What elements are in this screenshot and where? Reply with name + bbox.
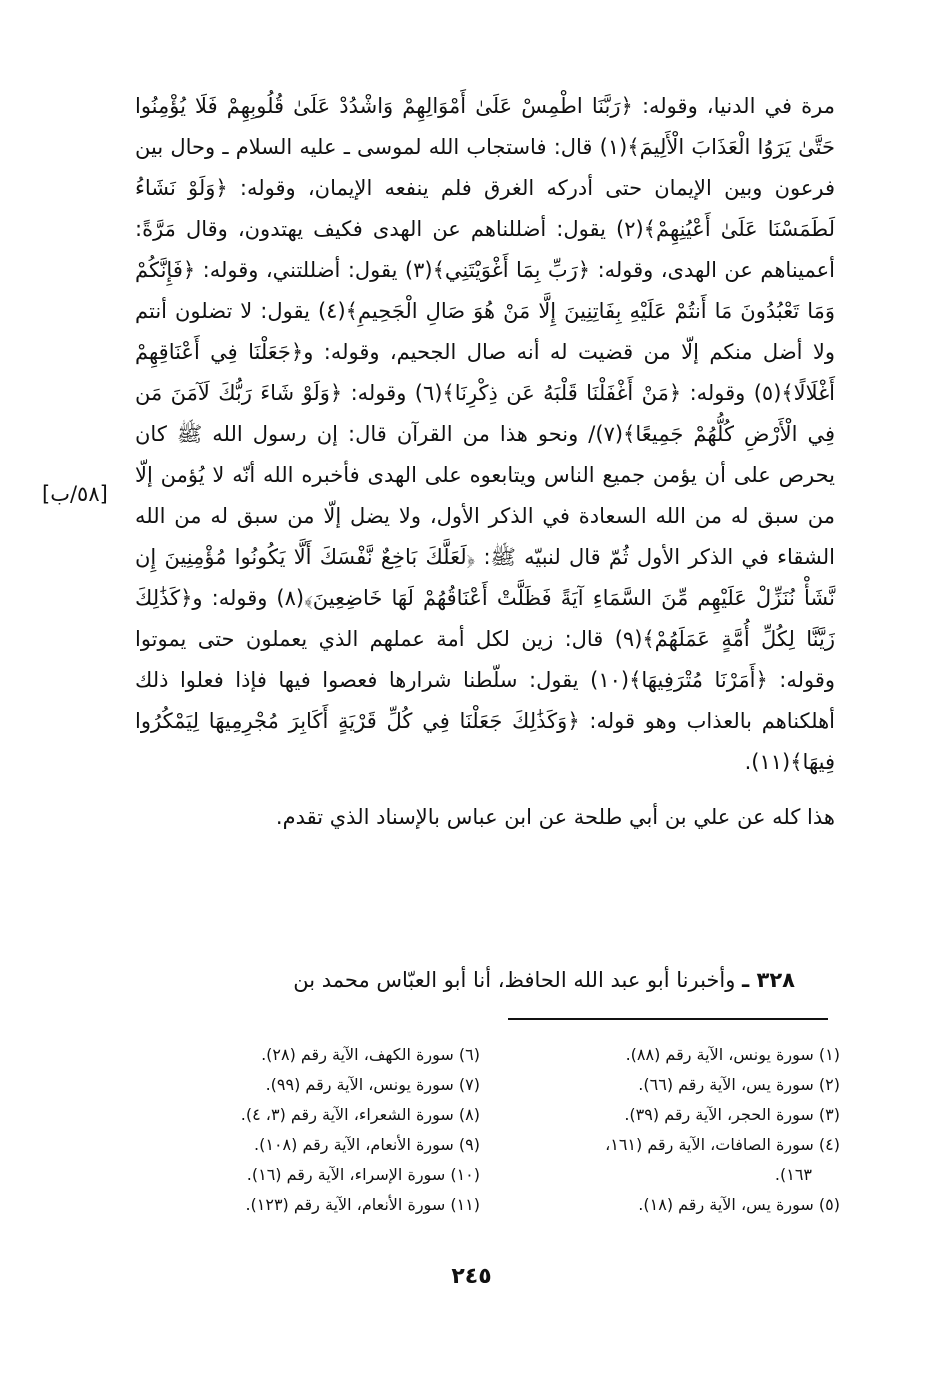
- paragraph: مرة في الدنيا، وقوله: ﴿رَبَّنَا اطْمِسْ عَلَىٰ أَمْوَالِهِمْ وَاشْدُدْ عَلَىٰ قُلُوبِهِمْ فَلَا يُؤْمِنُوا حَتَّىٰ يَرَوُا الْعَذَابَ الْأَلِيمَ﴾(١) قال: فاستجاب الله لموسى ـ عليه السلام ـ وحال بين فرعون وبين الإيمان حتى أدركه الغرق فلم ينفعه الإيمان، وقوله: ﴿وَلَوْ نَشَاءُ لَطَمَسْنَا عَلَىٰ أَعْيُنِهِمْ﴾(٢) يقول: أضللناهم عن الهدى فكيف يهتدون، وقال مَرَّةً: أعميناهم عن الهدى، وقوله: ﴿رَبِّ بِمَا أَغْوَيْتَنِي﴾(٣) يقول: أضللتني، وقوله: ﴿فَإِنَّكُمْ وَمَا تَعْبُدُونَ مَا أَنتُمْ عَلَيْهِ بِفَاتِنِينَ إِلَّا مَنْ هُوَ صَالِ الْجَحِيمِ﴾(٤) يقول: لا تضلون أنتم ولا أضل منكم إلّا من قضيت له أنه صال الجحيم، وقوله: و﴿جَعَلْنَا فِي أَعْنَاقِهِمْ أَغْلَالًا﴾(٥) وقوله: ﴿مَنْ أَغْفَلْنَا قَلْبَهُ عَن ذِكْرِنَا﴾(٦) وقوله: ﴿وَلَوْ شَاءَ رَبُّكَ لَآمَنَ مَن فِي الْأَرْضِ كُلُّهُمْ جَمِيعًا﴾(٧)/ ونحو هذا من القرآن قال: إن رسول الله ﷺ كان يحرص على أن يؤمن جميع الناس ويتابعوه على الهدى فأخبره الله أنّه لا يُؤمن إلّا من سبق له من الله السعادة في الذكر الأول، ولا يضل إلّا من سبق له من الله الشقاء في الذكر الأول ثُمّ قال لنبيّه ﷺ: ﴿لَعَلَّكَ بَاخِعٌ نَّفْسَكَ أَلَّا يَكُونُوا مُؤْمِنِينَ إِن نَّشَأْ نُنَزِّلْ عَلَيْهِم مِّنَ السَّمَاءِ آيَةً فَظَلَّتْ أَعْنَاقُهُمْ لَهَا خَاضِعِينَ﴾(٨) وقوله: و﴿كَذَٰلِكَ زَيَّنَّا لِكُلِّ أُمَّةٍ عَمَلَهُمْ﴾(٩) قال: زين لكل أمة عملهم الذي يعملون حتى يموتوا وقوله: ﴿أَمَرْنَا مُتْرَفِيهَا﴾(١٠) يقول: سلّطنا شرارها فعصوا فيها فإذا فعلوا ذلك أهلكناهم بالعذاب وهو قوله: ﴿وَكَذَٰلِكَ جَعَلْنَا فِي كُلِّ قَرْيَةٍ أَكَابِرَ مُجْرِمِيهَا لِيَمْكُرُوا فِيهَا﴾(١١).: [135, 94, 836, 774]
- footnotes-left-column: [150, 1040, 480, 1220]
- main-text-block: [135, 86, 835, 838]
- footnotes-right-column: [510, 1040, 840, 1220]
- footnote: (٤) سورة الصافات، الآية رقم (١٦١،: [605, 1135, 840, 1154]
- footnote: (٥) سورة يس، الآية رقم (١٨).: [638, 1195, 840, 1214]
- footnote-divider: [508, 1018, 828, 1020]
- footnote: (٧) سورة يونس، الآية رقم (٩٩).: [265, 1075, 480, 1094]
- footnote: (١) سورة يونس، الآية رقم (٨٨).: [625, 1045, 840, 1064]
- footnote: (٨) سورة الشعراء، الآية رقم (٣، ٤).: [240, 1105, 480, 1124]
- page-number: ٢٤٥: [451, 1264, 492, 1289]
- paragraph: هذا كله عن علي بن أبي طلحة عن ابن عباس بالإسناد الذي تقدم.: [275, 805, 835, 829]
- hadith-text: وأخبرنا أبو عبد الله الحافظ، أنا أبو العبّاس محمد بن: [293, 968, 736, 992]
- folio-marker: [٥٨/ب]: [42, 482, 108, 506]
- hadith-number: ٣٢٨ ـ: [742, 968, 795, 992]
- footnote: (١١) سورة الأنعام، الآية رقم (١٢٣).: [245, 1195, 480, 1214]
- footnote: (٢) سورة يس، الآية رقم (٦٦).: [638, 1075, 840, 1094]
- hadith-line: [135, 960, 795, 1001]
- footnotes: [150, 1040, 840, 1220]
- footnote: (٣) سورة الحجر، الآية رقم (٣٩).: [624, 1105, 840, 1124]
- footnote: (٩) سورة الأنعام، الآية رقم (١٠٨).: [254, 1135, 480, 1154]
- footnote: (١٠) سورة الإسراء، الآية رقم (١٦).: [246, 1165, 480, 1184]
- footnote: ١٦٣).: [774, 1165, 812, 1184]
- footnote: (٦) سورة الكهف، الآية رقم (٢٨).: [261, 1045, 480, 1064]
